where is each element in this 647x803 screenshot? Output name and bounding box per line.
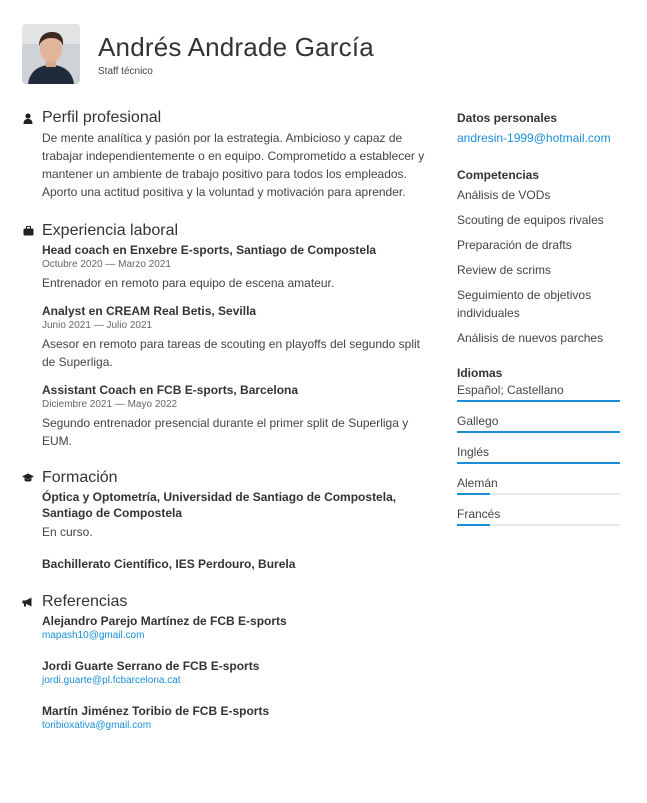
- job-title: Analyst en CREAM Real Betis, Sevilla: [42, 304, 257, 318]
- languages-section: [457, 365, 627, 526]
- section-header: [22, 592, 432, 612]
- skill-item: Preparación de drafts: [457, 238, 572, 252]
- skills-section: [457, 167, 627, 347]
- education-entry: [42, 556, 432, 572]
- main-column: [22, 108, 432, 733]
- language-level-fill: [457, 493, 490, 495]
- email-link[interactable]: andresin-1999@hotmail.com: [457, 131, 611, 145]
- reference-name: Jordi Guarte Serrano de FCB E-sports: [42, 659, 260, 673]
- section-title: Idiomas: [457, 366, 503, 380]
- section-title: Datos personales: [457, 111, 558, 125]
- language-item: [457, 505, 627, 526]
- candidate-role: Staff técnico: [98, 66, 153, 77]
- skill-item: Análisis de VODs: [457, 188, 551, 202]
- experience-entry: [42, 242, 432, 292]
- section-title: Competencias: [457, 168, 540, 182]
- skill-item: Análisis de nuevos parches: [457, 331, 604, 345]
- job-dates: Junio 2021 — Julio 2021: [42, 320, 153, 331]
- language-item: [457, 474, 627, 495]
- language-level-bar: [457, 524, 620, 526]
- experience-entry: [42, 303, 432, 371]
- briefcase-icon: [22, 225, 34, 237]
- reference-entry: [42, 658, 432, 688]
- skill-item: Review de scrims: [457, 263, 552, 277]
- experience-entry: [42, 382, 432, 450]
- section-header: [22, 468, 432, 488]
- skill-item: Seguimiento de objetivos individuales: [457, 288, 592, 320]
- reference-email-link[interactable]: mapash10@gmail.com: [42, 630, 145, 641]
- job-title: Assistant Coach en FCB E-sports, Barcelona: [42, 383, 299, 397]
- reference-name: Martín Jiménez Toribio de FCB E-sports: [42, 704, 270, 718]
- language-level-fill: [457, 431, 620, 433]
- reference-entry: [42, 613, 432, 643]
- person-icon: [22, 112, 34, 124]
- language-name: Alemán: [457, 476, 498, 490]
- reference-name: Alejandro Parejo Martínez de FCB E-sports: [42, 614, 287, 628]
- job-description: Asesor en remoto para tareas de scouting en playoffs del segundo split de Superliga.: [42, 337, 421, 369]
- degree-title: Bachillerato Científico, IES Perdouro, Burela: [42, 557, 296, 571]
- language-name: Inglés: [457, 445, 490, 459]
- section-title: Experiencia laboral: [42, 222, 179, 239]
- job-description: Segundo entrenador presencial durante el primer split de Superliga y EUM.: [42, 416, 409, 448]
- education-section: [22, 468, 432, 572]
- reference-entry: [42, 703, 432, 733]
- sidebar-column: [457, 110, 627, 536]
- profile-summary: De mente analítica y pasión por la estrategia. Ambicioso y capaz de trabajar independientemente o en equipo. Comprometido a establecer y mantener un ambiente de trabajo positivo para todos los empleados. Aporto una actitud positiva y la voluntad y motivación para aprender.: [42, 131, 425, 199]
- profile-photo: [22, 24, 80, 84]
- section-header: [22, 108, 432, 128]
- language-level-fill: [457, 524, 490, 526]
- education-entry: [42, 489, 432, 541]
- language-level-bar: [457, 493, 620, 495]
- language-level-fill: [457, 400, 620, 402]
- job-title: Head coach en Enxebre E-sports, Santiago de Compostela: [42, 243, 377, 257]
- language-level-fill: [457, 462, 620, 464]
- language-name: Español; Castellano: [457, 383, 564, 397]
- section-title: Perfil profesional: [42, 109, 162, 126]
- language-item: [457, 412, 627, 433]
- candidate-name: Andrés Andrade García: [98, 32, 374, 62]
- degree-title: Óptica y Optometría, Universidad de Santiago de Compostela, Santiago de Compostela: [42, 490, 397, 520]
- experience-section: [22, 221, 432, 450]
- language-level-bar: [457, 400, 620, 402]
- reference-email-link[interactable]: jordi.guarte@pl.fcbarcelona.cat: [42, 675, 181, 686]
- personal-data-section: [457, 110, 627, 147]
- skill-item: Scouting de equipos rivales: [457, 213, 604, 227]
- megaphone-icon: [22, 596, 34, 608]
- language-name: Francés: [457, 507, 501, 521]
- language-name: Gallego: [457, 414, 499, 428]
- section-header: [22, 221, 432, 241]
- language-level-bar: [457, 462, 620, 464]
- job-dates: Diciembre 2021 — Mayo 2022: [42, 399, 178, 410]
- language-item: [457, 443, 627, 464]
- job-dates: Octubre 2020 — Marzo 2021: [42, 259, 171, 270]
- graduation-cap-icon: [22, 472, 34, 484]
- references-section: [22, 592, 432, 733]
- section-title: Formación: [42, 469, 118, 486]
- job-description: Entrenador en remoto para equipo de escena amateur.: [42, 276, 335, 290]
- language-item: [457, 381, 627, 402]
- language-level-bar: [457, 431, 620, 433]
- profile-section: [22, 108, 432, 201]
- degree-status: En curso.: [42, 525, 93, 539]
- reference-email-link[interactable]: toribioxativa@gmail.com: [42, 720, 152, 731]
- section-title: Referencias: [42, 593, 128, 610]
